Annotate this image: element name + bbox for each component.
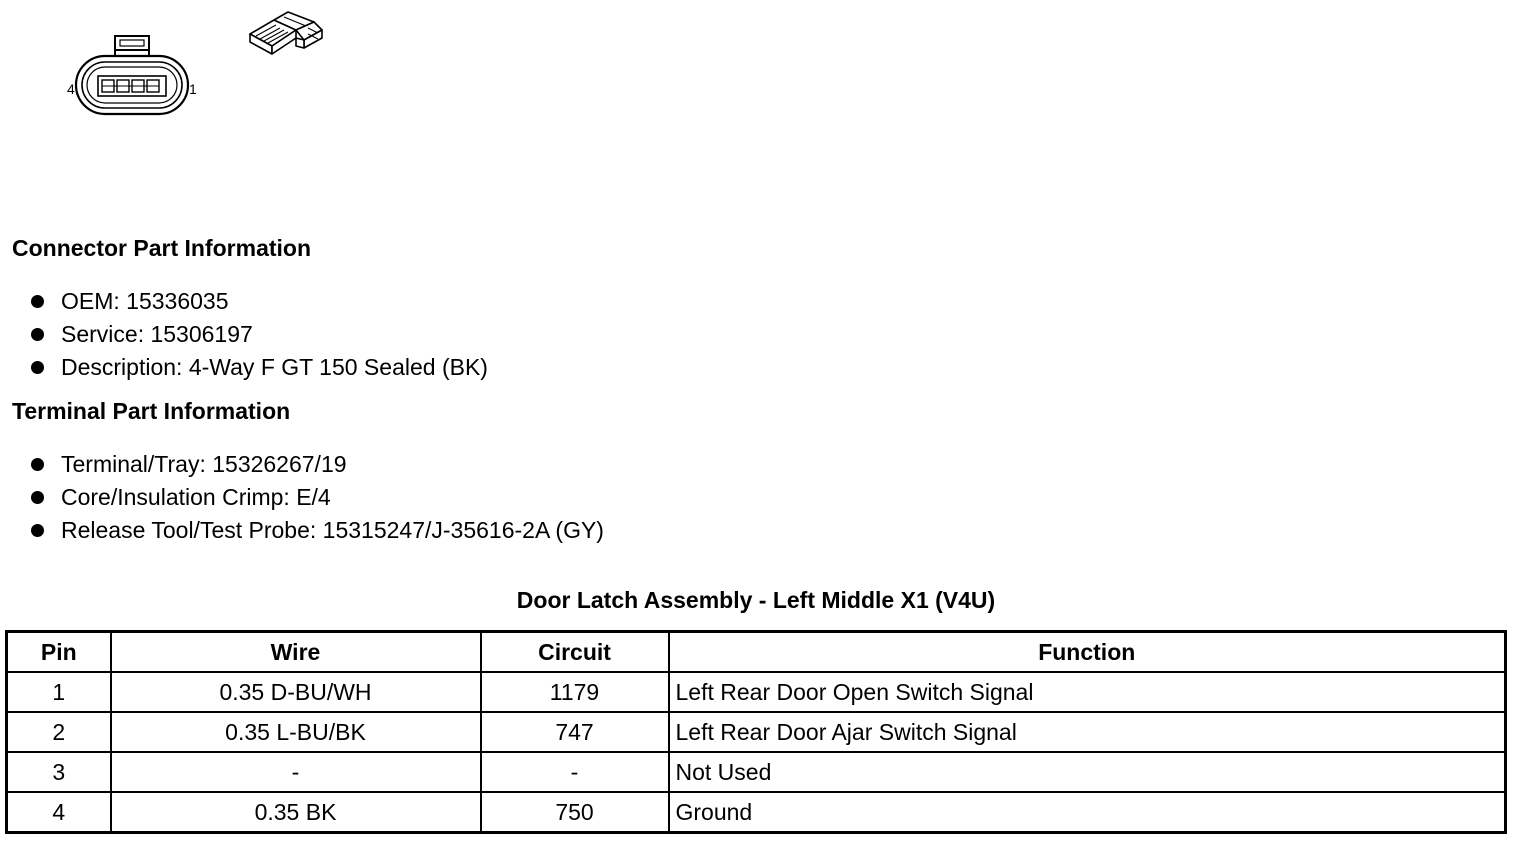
wire-cell: - bbox=[111, 752, 481, 792]
circuit-cell: 1179 bbox=[481, 672, 669, 712]
table-row bbox=[7, 672, 1506, 712]
pin-label-1: 1 bbox=[189, 81, 197, 97]
list-item bbox=[28, 351, 488, 384]
function-cell: Left Rear Door Open Switch Signal bbox=[669, 672, 1506, 712]
pinout-table bbox=[5, 630, 1507, 834]
list-item bbox=[28, 285, 488, 318]
list-item bbox=[28, 448, 604, 481]
table-title: Door Latch Assembly - Left Middle X1 (V4U) bbox=[516, 587, 996, 613]
release-tool-text: Release Tool/Test Probe: 15315247/J-35616-2A (GY) bbox=[61, 517, 604, 543]
function-cell: Ground bbox=[669, 792, 1506, 833]
bullet-icon bbox=[31, 361, 44, 374]
connector-part-heading: Connector Part Information bbox=[12, 235, 312, 261]
column-header-pin: Pin bbox=[7, 632, 111, 673]
wire-cell: 0.35 BK bbox=[111, 792, 481, 833]
pin-cell: 2 bbox=[7, 712, 111, 752]
pin-cell: 3 bbox=[7, 752, 111, 792]
function-cell: Not Used bbox=[669, 752, 1506, 792]
terminal-part-list bbox=[28, 448, 604, 547]
circuit-cell: 750 bbox=[481, 792, 669, 833]
connector-isometric-illustration bbox=[244, 8, 330, 60]
function-cell: Left Rear Door Ajar Switch Signal bbox=[669, 712, 1506, 752]
list-item bbox=[28, 318, 488, 351]
bullet-icon bbox=[31, 458, 44, 471]
column-header-function: Function bbox=[669, 632, 1506, 673]
terminal-tray-text: Terminal/Tray: 15326267/19 bbox=[61, 451, 347, 477]
connector-service-text: Service: 15306197 bbox=[61, 321, 253, 347]
core-insulation-crimp-text: Core/Insulation Crimp: E/4 bbox=[61, 484, 331, 510]
pin-cell: 1 bbox=[7, 672, 111, 712]
connector-part-list bbox=[28, 285, 488, 384]
list-item bbox=[28, 514, 604, 547]
bullet-icon bbox=[31, 295, 44, 308]
table-row bbox=[7, 712, 1506, 752]
pin-label-4: 4 bbox=[67, 81, 75, 97]
column-header-circuit: Circuit bbox=[481, 632, 669, 673]
wire-cell: 0.35 L-BU/BK bbox=[111, 712, 481, 752]
column-header-wire: Wire bbox=[111, 632, 481, 673]
circuit-cell: 747 bbox=[481, 712, 669, 752]
connector-face-diagram bbox=[62, 30, 202, 122]
table-row bbox=[7, 792, 1506, 833]
bullet-icon bbox=[31, 491, 44, 504]
table-row bbox=[7, 752, 1506, 792]
wire-cell: 0.35 D-BU/WH bbox=[111, 672, 481, 712]
bullet-icon bbox=[31, 524, 44, 537]
connector-description-text: Description: 4-Way F GT 150 Sealed (BK) bbox=[61, 354, 488, 380]
list-item bbox=[28, 481, 604, 514]
bullet-icon bbox=[31, 328, 44, 341]
circuit-cell: - bbox=[481, 752, 669, 792]
pin-cell: 4 bbox=[7, 792, 111, 833]
table-header-row bbox=[7, 632, 1506, 673]
connector-oem-text: OEM: 15336035 bbox=[61, 288, 229, 314]
terminal-part-heading: Terminal Part Information bbox=[12, 398, 291, 424]
